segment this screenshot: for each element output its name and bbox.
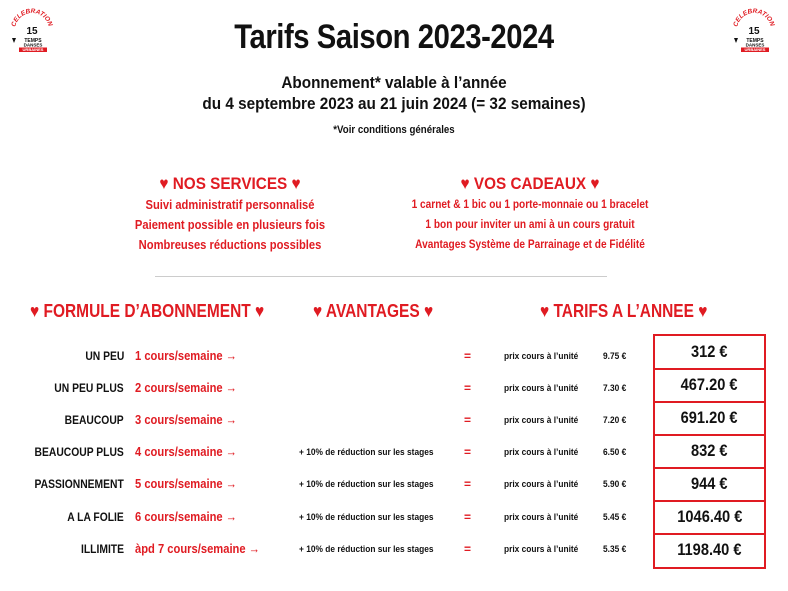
unit-price-label: prix cours à l’unité [504,383,579,394]
equals-sign: = [464,445,472,459]
unit-price: 5.90 € [603,479,627,490]
subtitle-validity: Abonnement* valable à l’année [281,73,507,92]
services-item: Paiement possible en plusieurs fois [134,217,326,232]
unit-price: 5.35 € [603,544,627,555]
logo-line2: DANSES [23,42,43,48]
logo-number: 15 [26,26,38,37]
gifts-item: 1 bon pour inviter un ami à un cours gratuit [425,219,635,231]
plan-name: ILLIMITE [81,542,124,556]
plan-advantage: + 10% de réduction sur les stages [299,544,434,555]
annual-price: 1046.40 € [676,507,743,526]
plan-formula: 4 cours/semaine → [135,444,237,459]
svg-text:CELEBRATION [10,8,53,28]
logo-line1: TEMPS [746,38,764,44]
plan-name: A LA FOLIE [67,510,124,524]
equals-sign: = [464,477,472,491]
plan-formula: 5 cours/semaine → [135,476,237,491]
logo-arc-text: CELEBRATION [732,8,776,28]
conditions-note: *Voir conditions générales [333,124,455,136]
unit-price: 6.50 € [603,447,627,458]
celebration-15-logo-left [9,8,55,54]
plan-advantage: + 10% de réduction sur les stages [299,479,434,490]
celebration-15-logo-right [731,8,777,54]
services-section [90,174,370,255]
equals-sign: = [464,510,472,524]
unit-price-label: prix cours à l’unité [504,479,579,490]
plan-name: BEAUCOUP [64,413,124,427]
unit-price-label: prix cours à l’unité [504,415,579,426]
annual-price: 1198.40 € [677,540,742,559]
plan-name: UN PEU PLUS [54,381,124,395]
logo-line3: URBAINES [744,47,766,52]
page-title: Tarifs Saison 2023-2024 [234,18,554,56]
formula-column-heading: ♥ FORMULE D’ABONNEMENT ♥ [30,301,265,321]
unit-price-label: prix cours à l’unité [504,512,579,523]
logo-line1: TEMPS [24,38,42,44]
services-heading: ♥ NOS SERVICES ♥ [159,174,301,193]
logo-line3: URBAINES [22,47,44,52]
unit-price-label: prix cours à l’unité [504,447,579,458]
subtitle-dates: du 4 septembre 2023 au 21 juin 2024 (= 32 semaines) [202,94,586,113]
plan-formula: 6 cours/semaine → [135,509,237,524]
logo-line2: DANSES [745,42,765,48]
logo-number: 15 [748,26,760,37]
plan-advantage: + 10% de réduction sur les stages [299,447,434,458]
unit-price-label: prix cours à l’unité [504,351,579,362]
plan-name: UN PEU [85,349,124,363]
equals-sign: = [464,542,472,556]
equals-sign: = [464,381,472,395]
unit-price-label: prix cours à l’unité [504,544,579,555]
plan-name: PASSIONNEMENT [34,477,124,491]
annual-price: 944 € [691,474,728,493]
unit-price: 7.30 € [603,383,627,394]
unit-price: 7.20 € [603,415,627,426]
services-item: Suivi administratif personnalisé [145,197,315,212]
equals-sign: = [464,349,472,363]
gifts-item: Avantages Système de Parrainage et de Fidélité [415,239,645,251]
services-item: Nombreuses réductions possibles [138,237,322,252]
plan-formula: 2 cours/semaine → [135,380,237,395]
unit-price: 5.45 € [603,512,627,523]
annual-price-box [653,334,766,569]
annual-price: 832 € [691,441,728,460]
gifts-item: 1 carnet & 1 bic ou 1 porte-monnaie ou 1 bracelet [411,199,649,211]
advantages-column-heading: ♥ AVANTAGES ♥ [313,301,434,321]
annual-price: 467.20 € [681,375,738,394]
plan-name: BEAUCOUP PLUS [34,445,124,459]
annual-price: 312 € [691,342,728,361]
gifts-section [375,174,685,255]
annual-price: 691.20 € [681,408,738,427]
plan-advantage: + 10% de réduction sur les stages [299,512,434,523]
svg-text:CELEBRATION [732,8,775,28]
plan-formula: àpd 7 cours/semaine → [135,541,260,556]
logo-arc-text: CELEBRATION [10,8,54,28]
equals-sign: = [464,413,472,427]
gifts-heading: ♥ VOS CADEAUX ♥ [460,174,600,193]
plan-formula: 3 cours/semaine → [135,412,237,427]
unit-price: 9.75 € [603,351,627,362]
plan-formula: 1 cours/semaine → [135,348,237,363]
rates-column-heading: ♥ TARIFS A L’ANNEE ♥ [540,301,708,321]
section-divider [155,276,607,277]
